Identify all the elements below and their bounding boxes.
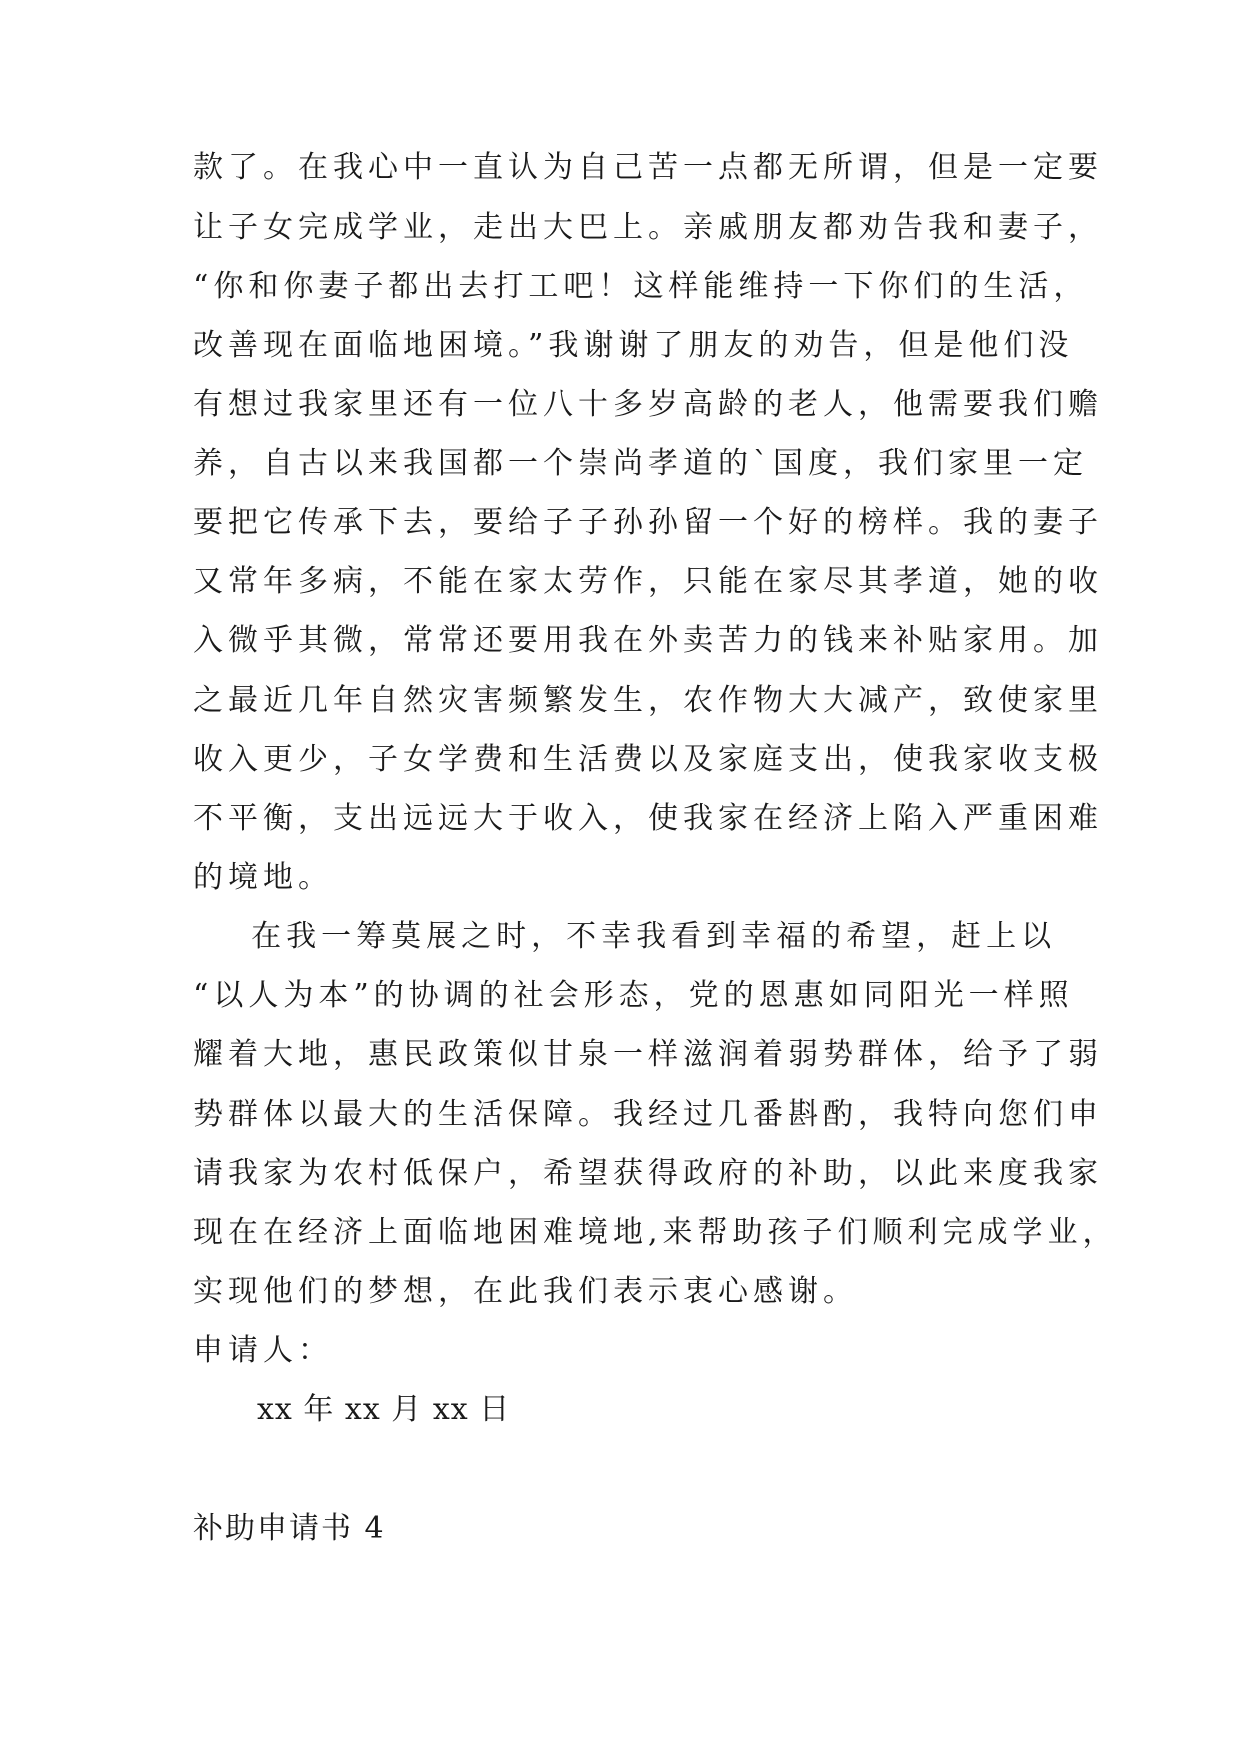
- body-line: 的境地。: [193, 860, 333, 895]
- body-line: 耀着大地，惠民政策似甘泉一样滋润着弱势群体，给予了弱: [193, 1037, 1103, 1072]
- body-line: 请我家为农村低保户，希望获得政府的补助，以此来度我家: [193, 1156, 1103, 1191]
- body-line: 在我一筹莫展之时，不幸我看到幸福的希望，赶上以: [193, 919, 1057, 954]
- body-line: 收入更少，子女学费和生活费以及家庭支出，使我家收支极: [193, 742, 1103, 777]
- body-line: 改善现在面临地困境。”我谢谢了朋友的劝告，但是他们没: [193, 328, 1074, 363]
- date-line: xx 年 xx 月 xx 日: [257, 1392, 511, 1427]
- body-line: 现在在经济上面临地困难境地,来帮助孩子们顺利完成学业，: [193, 1215, 1118, 1250]
- body-line: 不平衡，支出远远大于收入，使我家在经济上陷入严重困难: [193, 801, 1103, 836]
- body-line: 入微乎其微，常常还要用我在外卖苦力的钱来补贴家用。加: [193, 623, 1103, 658]
- body-line: 养，自古以来我国都一个崇尚孝道的`国度，我们家里一定: [193, 446, 1088, 481]
- body-line: 让子女完成学业，走出大巴上。亲戚朋友都劝告我和妻子，: [193, 210, 1103, 245]
- body-line: 款了。在我心中一直认为自己苦一点都无所谓，但是一定要: [193, 150, 1103, 185]
- body-line: “以人为本”的协调的社会形态，党的恩惠如同阳光一样照: [193, 978, 1074, 1013]
- body-line: 有想过我家里还有一位八十多岁高龄的老人，他需要我们赡: [193, 387, 1103, 422]
- section-title: 补助申请书 4: [193, 1511, 386, 1546]
- body-line: 之最近几年自然灾害频繁发生，农作物大大减产，致使家里: [193, 683, 1103, 718]
- body-line: 势群体以最大的生活保障。我经过几番斟酌，我特向您们申: [193, 1097, 1103, 1132]
- body-line: 实现他们的梦想，在此我们表示衷心感谢。: [193, 1274, 858, 1309]
- applicant-label: 申请人：: [193, 1333, 333, 1368]
- body-line: 又常年多病，不能在家太劳作，只能在家尽其孝道，她的收: [193, 564, 1103, 599]
- body-line: 要把它传承下去，要给子子孙孙留一个好的榜样。我的妻子: [193, 505, 1103, 540]
- body-line: “你和你妻子都出去打工吧！这样能维持一下你们的生活，: [193, 269, 1089, 304]
